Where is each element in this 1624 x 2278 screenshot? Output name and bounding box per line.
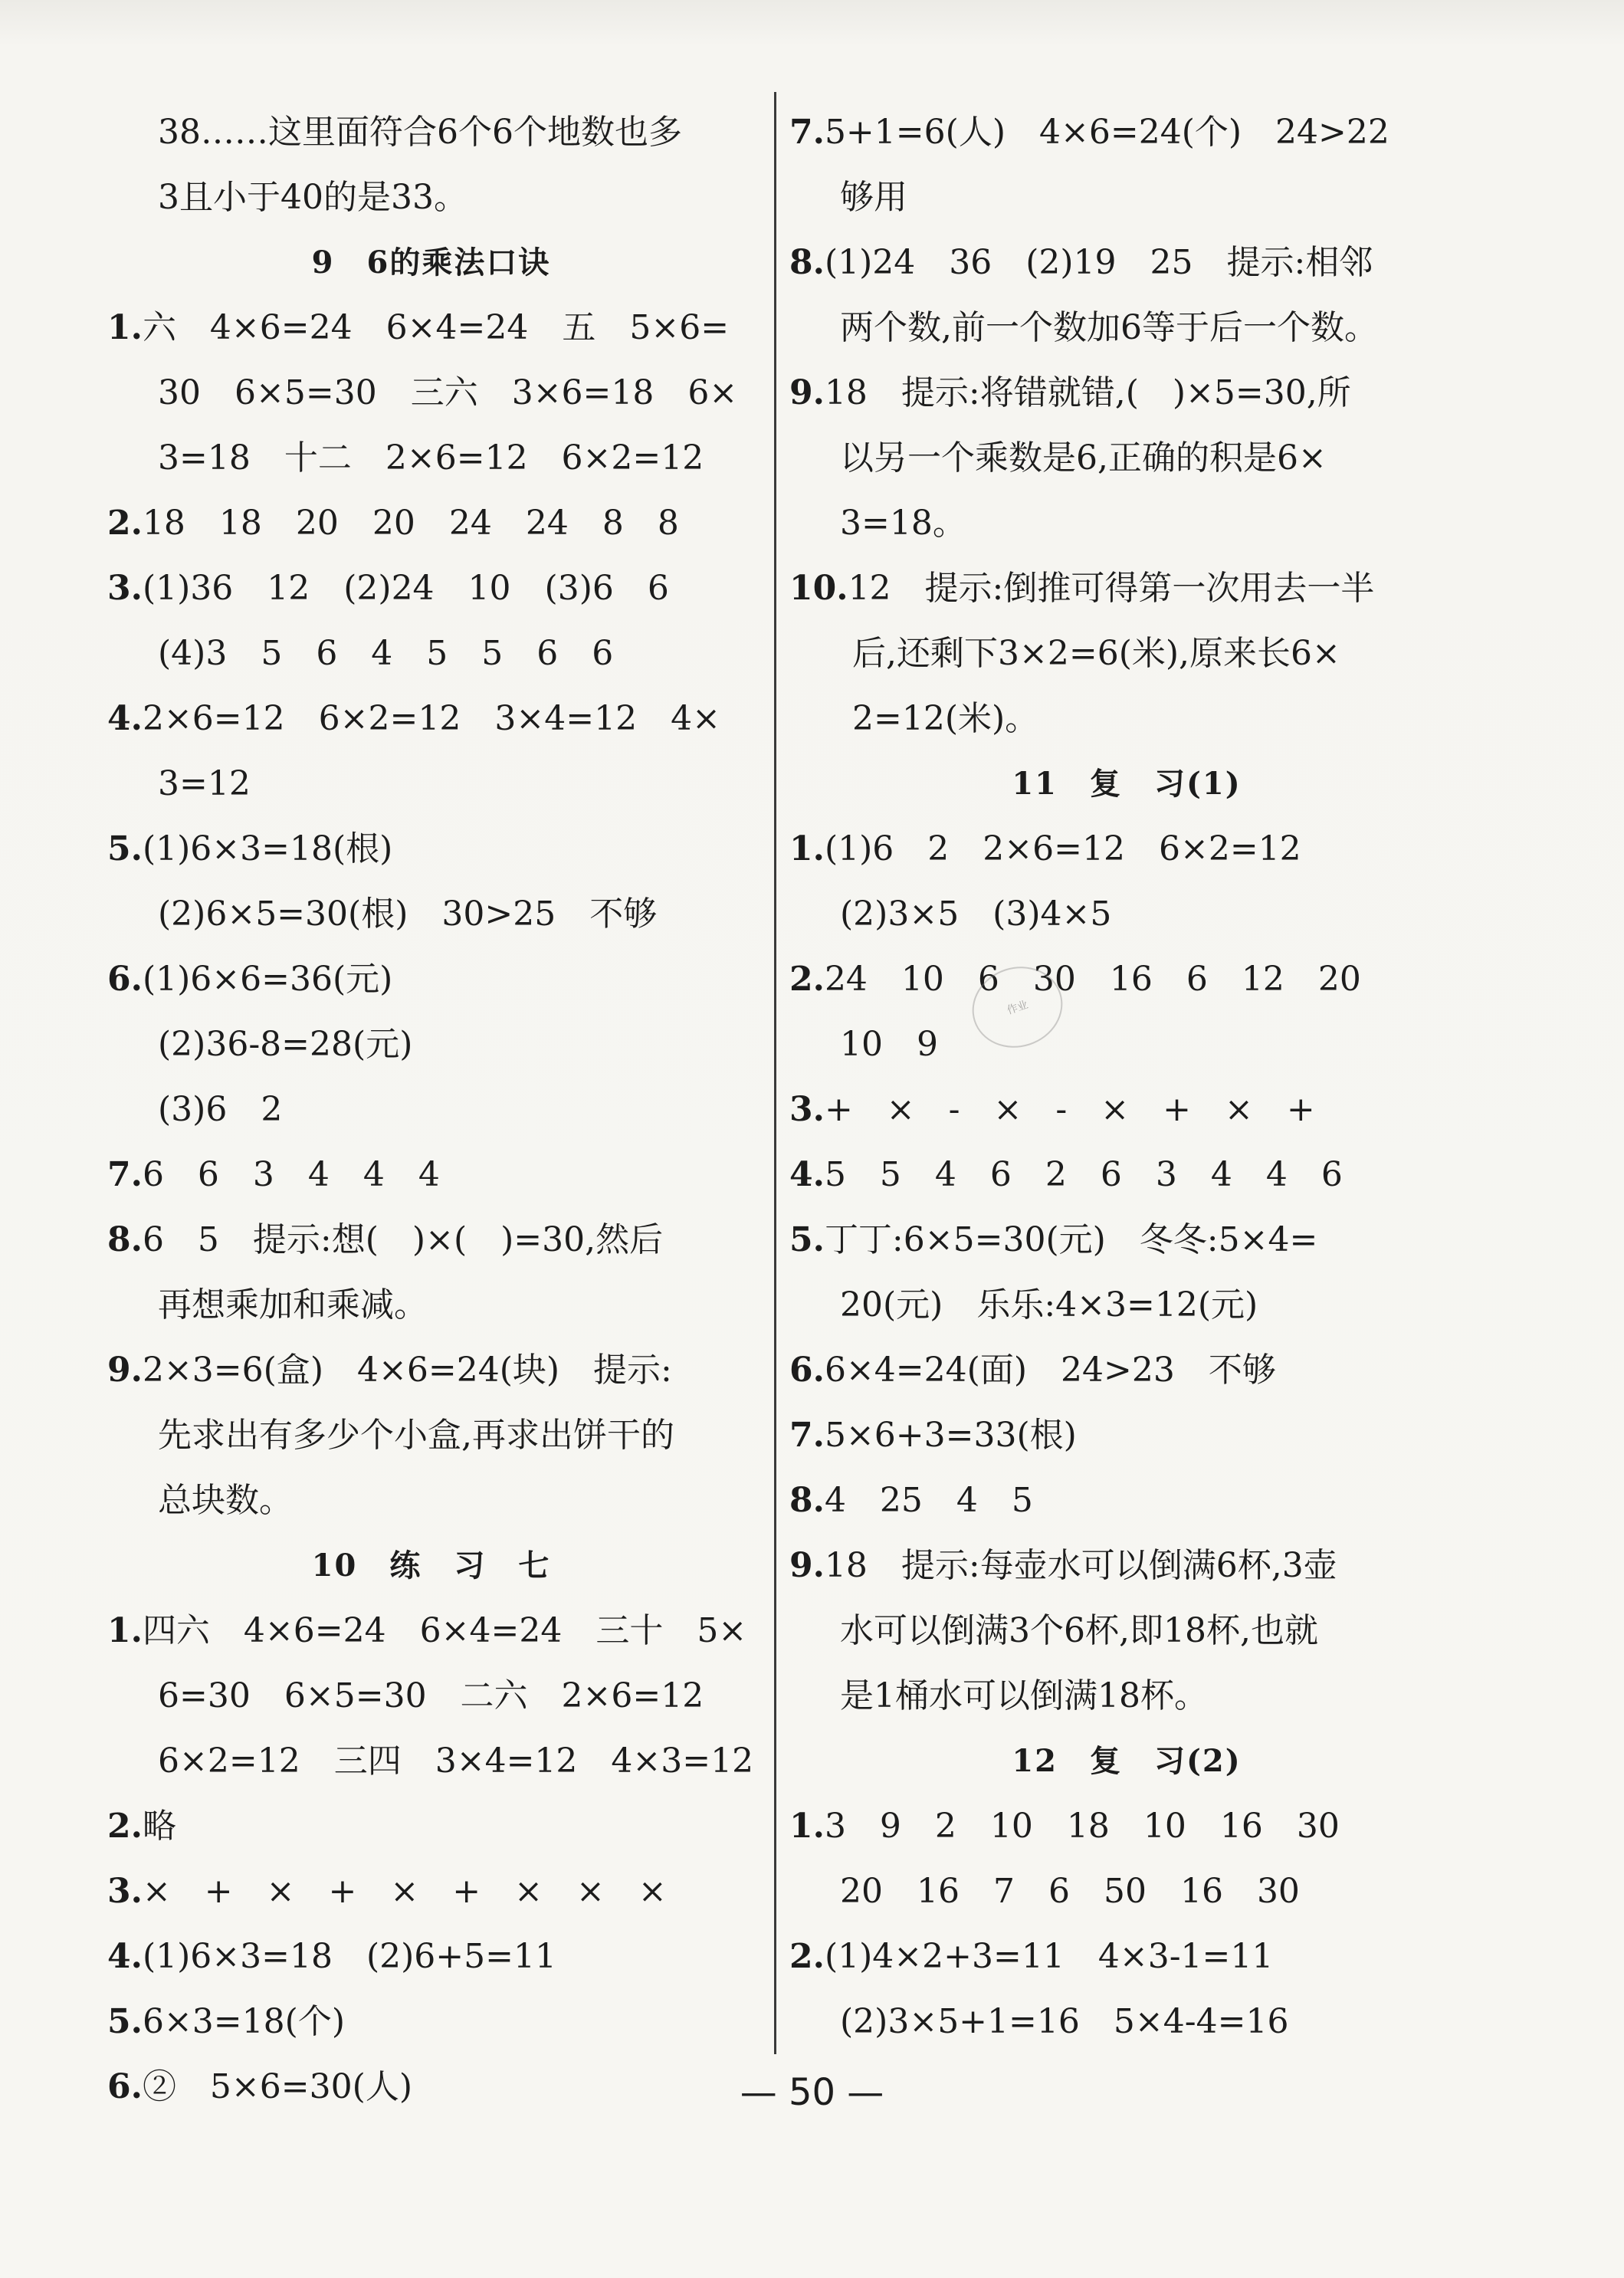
line-text: 30 6×5=30 三六 3×6=18 6×: [158, 373, 738, 412]
line-text: 3=18。: [840, 504, 966, 543]
answer-line: [107, 556, 755, 621]
answer-line: [789, 881, 1464, 947]
answer-line: [789, 230, 1464, 295]
item-number: 1.: [107, 1611, 143, 1650]
line-text: (2)6×5=30(根) 30>25 不够: [158, 894, 658, 934]
line-text: (1)4×2+3=11 4×3-1=11: [824, 1937, 1274, 1976]
line-text: (2)3×5+1=16 5×4-4=16: [840, 2002, 1289, 2041]
line-text: (3)6 2: [158, 1090, 283, 1129]
line-text: (1)36 12 (2)24 10 (3)6 6: [142, 569, 669, 608]
item-number: 2.: [107, 504, 143, 543]
line-text: 5×6+3=33(根): [824, 1416, 1077, 1455]
line-text: 略: [142, 1807, 176, 1846]
answer-line: [789, 1468, 1464, 1533]
answer-line: [107, 1403, 755, 1468]
line-text: 3=12: [158, 764, 251, 803]
answer-line: [107, 1272, 755, 1338]
answer-line: [789, 1794, 1464, 1859]
line-text: 2×6=12 6×2=12 3×4=12 4×: [142, 699, 720, 738]
item-number: 5.: [107, 2002, 143, 2041]
answer-line: [789, 1272, 1464, 1338]
answer-line: [107, 881, 755, 947]
line-text: 12 复 习(2): [1012, 1743, 1242, 1779]
item-number: 9.: [107, 1351, 143, 1390]
answer-line: [789, 947, 1464, 1012]
line-text: 9 6的乘法口诀: [311, 245, 551, 281]
answer-line: [107, 1077, 755, 1142]
item-number: 3.: [107, 569, 143, 608]
answer-line: [107, 1207, 755, 1272]
line-text: 11 复 习(1): [1012, 766, 1242, 802]
line-text: 6=30 6×5=30 二六 2×6=12: [158, 1676, 704, 1715]
item-number: 6.: [789, 1351, 825, 1390]
answer-line: [107, 686, 755, 751]
watermark-stamp: 作业: [962, 955, 1073, 1059]
answer-line: [789, 621, 1464, 686]
answer-line: [107, 1598, 755, 1663]
item-number: 8.: [789, 1481, 825, 1520]
answer-line: [789, 100, 1464, 165]
item-number: 3.: [789, 1090, 825, 1129]
answer-line: [107, 491, 755, 556]
section-heading: [789, 1728, 1464, 1794]
line-text: 10 9: [840, 1025, 938, 1064]
answer-line: [107, 100, 755, 165]
line-text: 18 提示:每壶水可以倒满6杯,3壶: [824, 1546, 1337, 1585]
line-text: 24 10 6 30 16 6 12 20: [824, 960, 1361, 999]
answer-line: [107, 1989, 755, 2054]
item-number: 1.: [107, 308, 143, 347]
line-text: 水可以倒满3个6杯,即18杯,也就: [840, 1611, 1318, 1650]
line-text: 3且小于40的是33。: [158, 178, 468, 217]
item-number: 10.: [789, 569, 848, 608]
answer-line: [107, 947, 755, 1012]
answer-line: [789, 686, 1464, 751]
item-number: 4.: [789, 1155, 825, 1194]
line-text: 6 6 3 4 4 4: [142, 1155, 440, 1194]
answer-line: [107, 295, 755, 360]
line-text: + × - × - × + × +: [824, 1090, 1315, 1129]
line-text: 18 18 20 20 24 24 8 8: [142, 504, 679, 543]
item-number: 1.: [789, 829, 825, 868]
line-text: (4)3 5 6 4 5 5 6 6: [158, 634, 614, 673]
line-text: (2)3×5 (3)4×5: [840, 894, 1112, 934]
line-text: 再想乘加和乘减。: [158, 1285, 428, 1324]
line-text: 20(元) 乐乐:4×3=12(元): [840, 1285, 1258, 1324]
answer-line: [789, 1533, 1464, 1598]
item-number: 8.: [107, 1220, 143, 1259]
line-text: × + × + × + × × ×: [142, 1872, 667, 1911]
line-text: (1)6 2 2×6=12 6×2=12: [824, 829, 1301, 868]
answer-line: [107, 425, 755, 491]
item-number: 6.: [107, 960, 143, 999]
answer-line: [789, 1012, 1464, 1077]
item-number: 8.: [789, 243, 825, 282]
answer-line: [789, 491, 1464, 556]
item-number: 1.: [789, 1807, 825, 1846]
line-text: 是1桶水可以倒满18杯。: [840, 1676, 1208, 1715]
item-number: 3.: [107, 1872, 143, 1911]
item-number: 6.: [107, 2067, 143, 2106]
item-number: 2.: [789, 960, 825, 999]
answer-line: [789, 1077, 1464, 1142]
item-number: 7.: [789, 113, 825, 152]
line-text: (1)6×6=36(元): [142, 960, 393, 999]
answer-line: [107, 165, 755, 230]
item-number: 9.: [789, 1546, 825, 1585]
line-text: 六 4×6=24 6×4=24 五 5×6=: [142, 308, 730, 347]
answer-line: [789, 1598, 1464, 1663]
line-text: 总块数。: [158, 1481, 293, 1520]
line-text: 20 16 7 6 50 16 30: [840, 1872, 1300, 1911]
line-text: 先求出有多少个小盒,再求出饼干的: [158, 1416, 674, 1455]
answer-line: [107, 1142, 755, 1207]
item-number: 7.: [789, 1416, 825, 1455]
item-number: 7.: [107, 1155, 143, 1194]
line-text: (1)24 36 (2)19 25 提示:相邻: [824, 243, 1373, 282]
column-divider: [774, 92, 776, 2054]
line-text: 两个数,前一个数加6等于后一个数。: [840, 308, 1378, 347]
section-heading: [107, 230, 755, 295]
line-text: 5 5 4 6 2 6 3 4 4 6: [824, 1155, 1343, 1194]
line-text: 够用: [840, 178, 907, 217]
left-column: [107, 100, 755, 2119]
line-text: 18 提示:将错就错,( )×5=30,所: [824, 373, 1351, 412]
answer-line: [789, 1989, 1464, 2054]
item-number: 4.: [107, 699, 143, 738]
item-number: 9.: [789, 373, 825, 412]
answer-line: [107, 1728, 755, 1794]
answer-line: [789, 1338, 1464, 1403]
line-text: 3=18 十二 2×6=12 6×2=12: [158, 438, 704, 478]
answer-line: [107, 816, 755, 881]
page-number: — 50 —: [740, 2071, 884, 2114]
line-text: 6×4=24(面) 24>23 不够: [824, 1351, 1276, 1390]
line-text: ② 5×6=30(人): [142, 2067, 412, 2106]
answer-line: [789, 816, 1464, 881]
line-text: 4 25 4 5: [824, 1481, 1033, 1520]
answer-line: [789, 165, 1464, 230]
line-text: 10 练 习 七: [311, 1548, 551, 1584]
line-text: 以另一个乘数是6,正确的积是6×: [840, 438, 1327, 478]
line-text: 2×3=6(盒) 4×6=24(块) 提示:: [142, 1351, 672, 1390]
answer-line: [789, 1403, 1464, 1468]
line-text: 丁丁:6×5=30(元) 冬冬:5×4=: [824, 1220, 1318, 1259]
line-text: (1)6×3=18 (2)6+5=11: [142, 1937, 557, 1976]
section-heading: [107, 1533, 755, 1598]
line-text: 38……这里面符合6个6个地数也多: [158, 113, 682, 152]
item-number: 5.: [789, 1220, 825, 1259]
item-number: 2.: [107, 1807, 143, 1846]
line-text: 12 提示:倒推可得第一次用去一半: [848, 569, 1375, 608]
answer-line: [107, 1859, 755, 1924]
line-text: 后,还剩下3×2=6(米),原来长6×: [852, 634, 1340, 673]
item-number: 4.: [107, 1937, 143, 1976]
line-text: 6×3=18(个): [142, 2002, 345, 2041]
answer-line: [107, 751, 755, 816]
answer-line: [789, 1207, 1464, 1272]
line-text: 四六 4×6=24 6×4=24 三十 5×: [142, 1611, 747, 1650]
answer-line: [107, 621, 755, 686]
item-number: 2.: [789, 1937, 825, 1976]
answer-line: [107, 1924, 755, 1989]
answer-line: [107, 360, 755, 425]
line-text: 6×2=12 三四 3×4=12 4×3=12: [158, 1741, 754, 1781]
answer-line: [789, 1142, 1464, 1207]
section-heading: [789, 751, 1464, 816]
right-column: [789, 100, 1464, 2054]
answer-line: [107, 1338, 755, 1403]
line-text: 3 9 2 10 18 10 16 30: [824, 1807, 1340, 1846]
answer-line: [789, 425, 1464, 491]
answer-line: [789, 295, 1464, 360]
answer-line: [789, 1924, 1464, 1989]
line-text: (2)36-8=28(元): [158, 1025, 413, 1064]
line-text: 5+1=6(人) 4×6=24(个) 24>22: [824, 113, 1389, 152]
answer-line: [107, 1794, 755, 1859]
answer-line: [107, 1468, 755, 1533]
item-number: 5.: [107, 829, 143, 868]
answer-line: [107, 1012, 755, 1077]
answer-line: [789, 360, 1464, 425]
line-text: (1)6×3=18(根): [142, 829, 393, 868]
line-text: 2=12(米)。: [852, 699, 1039, 738]
answer-line: [789, 1859, 1464, 1924]
answer-line: [789, 1663, 1464, 1728]
line-text: 6 5 提示:想( )×( )=30,然后: [142, 1220, 664, 1259]
answer-line: [107, 1663, 755, 1728]
answer-line: [789, 556, 1464, 621]
